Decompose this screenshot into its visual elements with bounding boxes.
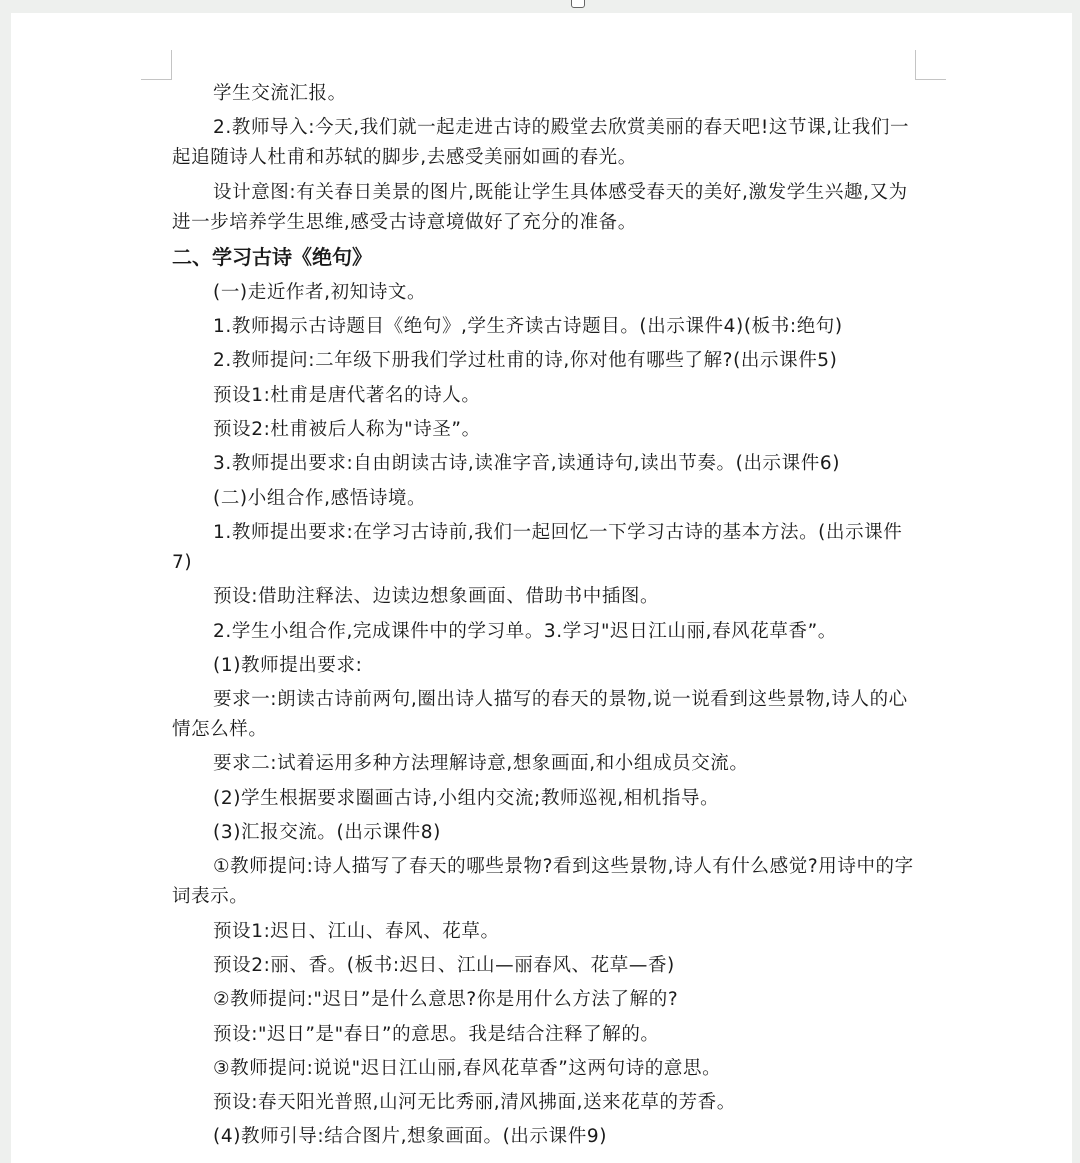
paragraph: (一)走近作者,初知诗文。: [213, 281, 427, 303]
margin-corner-mark: [171, 50, 172, 80]
paragraph: 预设:借助注释法、边读边想象画面、借助书中插图。: [213, 586, 660, 608]
paragraph: 预设:春天阳光普照,山河无比秀丽,清风拂面,送来花草的芳香。: [213, 1092, 736, 1114]
paragraph: 要求二:试着运用多种方法理解诗意,想象画面,和小组成员交流。: [213, 753, 749, 775]
margin-corner-mark: [915, 50, 916, 80]
paragraph: 学生交流汇报。: [213, 83, 347, 104]
margin-corner-mark: [141, 79, 172, 80]
paragraph: (二)小组合作,感悟诗境。: [213, 487, 427, 509]
paragraph: (1)教师提出要求:: [213, 654, 363, 676]
page-drag-handle[interactable]: [571, 0, 585, 8]
paragraph: 3.教师提出要求:自由朗读古诗,读准字音,读通诗句,读出节奏。(出示课件6): [213, 453, 841, 475]
paragraph: 1.教师提出要求:在学习古诗前,我们一起回忆一下学习古诗的基本方法。(出示课件7): [172, 521, 903, 573]
document-page: [11, 13, 1072, 1163]
margin-corner-mark: [915, 79, 946, 80]
paragraph: 预设1:杜甫是唐代著名的诗人。: [213, 384, 481, 406]
paragraph: 预设1:迟日、江山、春风、花草。: [213, 920, 500, 942]
paragraph: 2.教师导入:今天,我们就一起走进古诗的殿堂去欣赏美丽的春天吧!这节课,让我们一起追随诗人杜甫和苏轼的脚步,去感受美丽如画的春光。: [172, 117, 910, 169]
paragraph: (4)教师引导:结合图片,想象画面。(出示课件9): [213, 1126, 608, 1148]
document-body: [172, 79, 916, 1157]
paragraph: 设计意图:有关春日美景的图片,既能让学生具体感受春天的美好,激发学生兴趣,又为进一步培养学生思维,感受古诗意境做好了充分的准备。: [172, 181, 908, 233]
paragraph: 2.教师提问:二年级下册我们学过杜甫的诗,你对他有哪些了解?(出示课件5): [213, 350, 838, 372]
paragraph: 要求一:朗读古诗前两句,圈出诗人描写的春天的景物,说一说看到这些景物,诗人的心情怎么样。: [172, 689, 908, 741]
paragraph: 预设:"迟日”是"春日”的意思。我是结合注释了解的。: [213, 1023, 660, 1045]
paragraph: ③教师提问:说说"迟日江山丽,春风花草香”这两句诗的意思。: [213, 1057, 722, 1079]
paragraph: 1.教师揭示古诗题目《绝句》,学生齐读古诗题目。(出示课件4)(板书:绝句): [213, 316, 843, 338]
paragraph: 2.学生小组合作,完成课件中的学习单。3.学习"迟日江山丽,春风花草香”。: [213, 620, 837, 642]
paragraph: ①教师提问:诗人描写了春天的哪些景物?看到这些景物,诗人有什么感觉?用诗中的字词表示。: [172, 856, 914, 908]
paragraph: 预设2:丽、香。(板书:迟日、江山—丽春风、花草—香): [213, 954, 675, 976]
paragraph: 预设2:杜甫被后人称为"诗圣”。: [213, 419, 481, 441]
paragraph: (2)学生根据要求圈画古诗,小组内交流;教师巡视,相机指导。: [213, 787, 720, 809]
section-heading: 二、学习古诗《绝句》: [172, 244, 372, 269]
paragraph: ②教师提问:"迟日”是什么意思?你是用什么方法了解的?: [213, 989, 679, 1011]
paragraph: (3)汇报交流。(出示课件8): [213, 822, 441, 844]
